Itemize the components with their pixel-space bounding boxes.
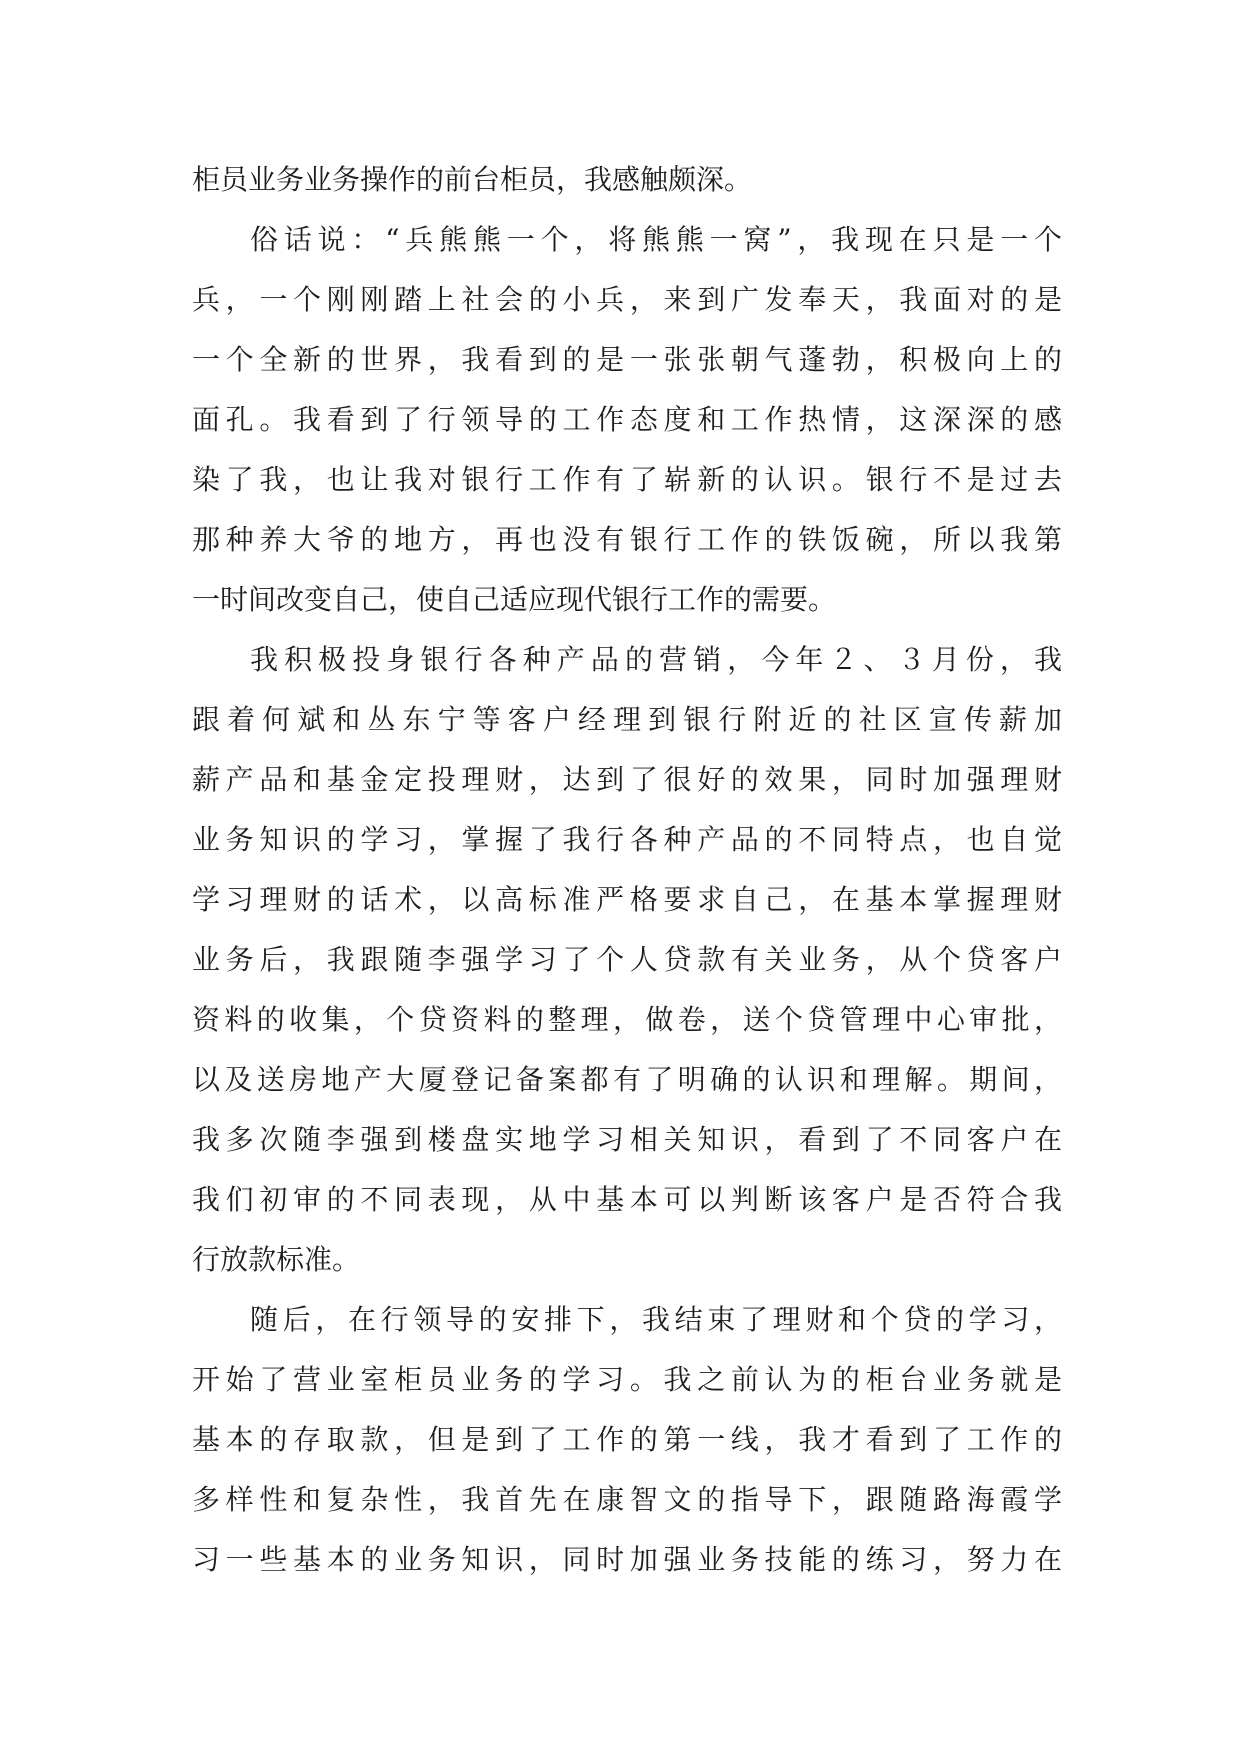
text-line: 染了我，也让我对银行工作有了崭新的认识。银行不是过去 xyxy=(192,463,1062,496)
text-line: 学习理财的话术，以高标准严格要求自己，在基本掌握理财 xyxy=(192,883,1062,916)
body-text xyxy=(192,150,1062,1590)
paragraph-first-line: 俗话说：“兵熊熊一个，将熊熊一窝”，我现在只是一个 xyxy=(250,223,1062,256)
text-line: 一个全新的世界，我看到的是一张张朝气蓬勃，积极向上的 xyxy=(192,343,1062,376)
text-line: 兵，一个刚刚踏上社会的小兵，来到广发奉天，我面对的是 xyxy=(192,283,1062,316)
text-line: 跟着何斌和丛东宁等客户经理到银行附近的社区宣传薪加 xyxy=(192,703,1062,736)
text-line: 那种养大爷的地方，再也没有银行工作的铁饭碗，所以我第 xyxy=(192,523,1062,556)
text-line: 我多次随李强到楼盘实地学习相关知识，看到了不同客户在 xyxy=(192,1123,1062,1156)
text-line: 柜员业务业务操作的前台柜员，我感触颇深。 xyxy=(192,163,753,196)
text-line: 基本的存取款，但是到了工作的第一线，我才看到了工作的 xyxy=(192,1423,1062,1456)
text-line: 行放款标准。 xyxy=(192,1243,361,1276)
text-line: 业务后，我跟随李强学习了个人贷款有关业务，从个贷客户 xyxy=(192,943,1062,976)
text-line: 薪产品和基金定投理财，达到了很好的效果，同时加强理财 xyxy=(192,763,1062,796)
text-line: 以及送房地产大厦登记备案都有了明确的认识和理解。期间， xyxy=(192,1063,1062,1096)
text-line: 多样性和复杂性，我首先在康智文的指导下，跟随路海霞学 xyxy=(192,1483,1062,1516)
text-line: 一时间改变自己，使自己适应现代银行工作的需要。 xyxy=(192,583,837,616)
paragraph-first-line: 随后，在行领导的安排下，我结束了理财和个贷的学习， xyxy=(250,1303,1062,1336)
text-line: 开始了营业室柜员业务的学习。我之前认为的柜台业务就是 xyxy=(192,1363,1062,1396)
text-line: 习一些基本的业务知识，同时加强业务技能的练习，努力在 xyxy=(192,1543,1062,1576)
paragraph-first-line: 我积极投身银行各种产品的营销，今年２、３月份，我 xyxy=(250,643,1062,676)
text-line: 资料的收集，个贷资料的整理，做卷，送个贷管理中心审批， xyxy=(192,1003,1062,1036)
text-line: 我们初审的不同表现，从中基本可以判断该客户是否符合我 xyxy=(192,1183,1062,1216)
text-line: 业务知识的学习，掌握了我行各种产品的不同特点，也自觉 xyxy=(192,823,1062,856)
text-line: 面孔。我看到了行领导的工作态度和工作热情，这深深的感 xyxy=(192,403,1062,436)
